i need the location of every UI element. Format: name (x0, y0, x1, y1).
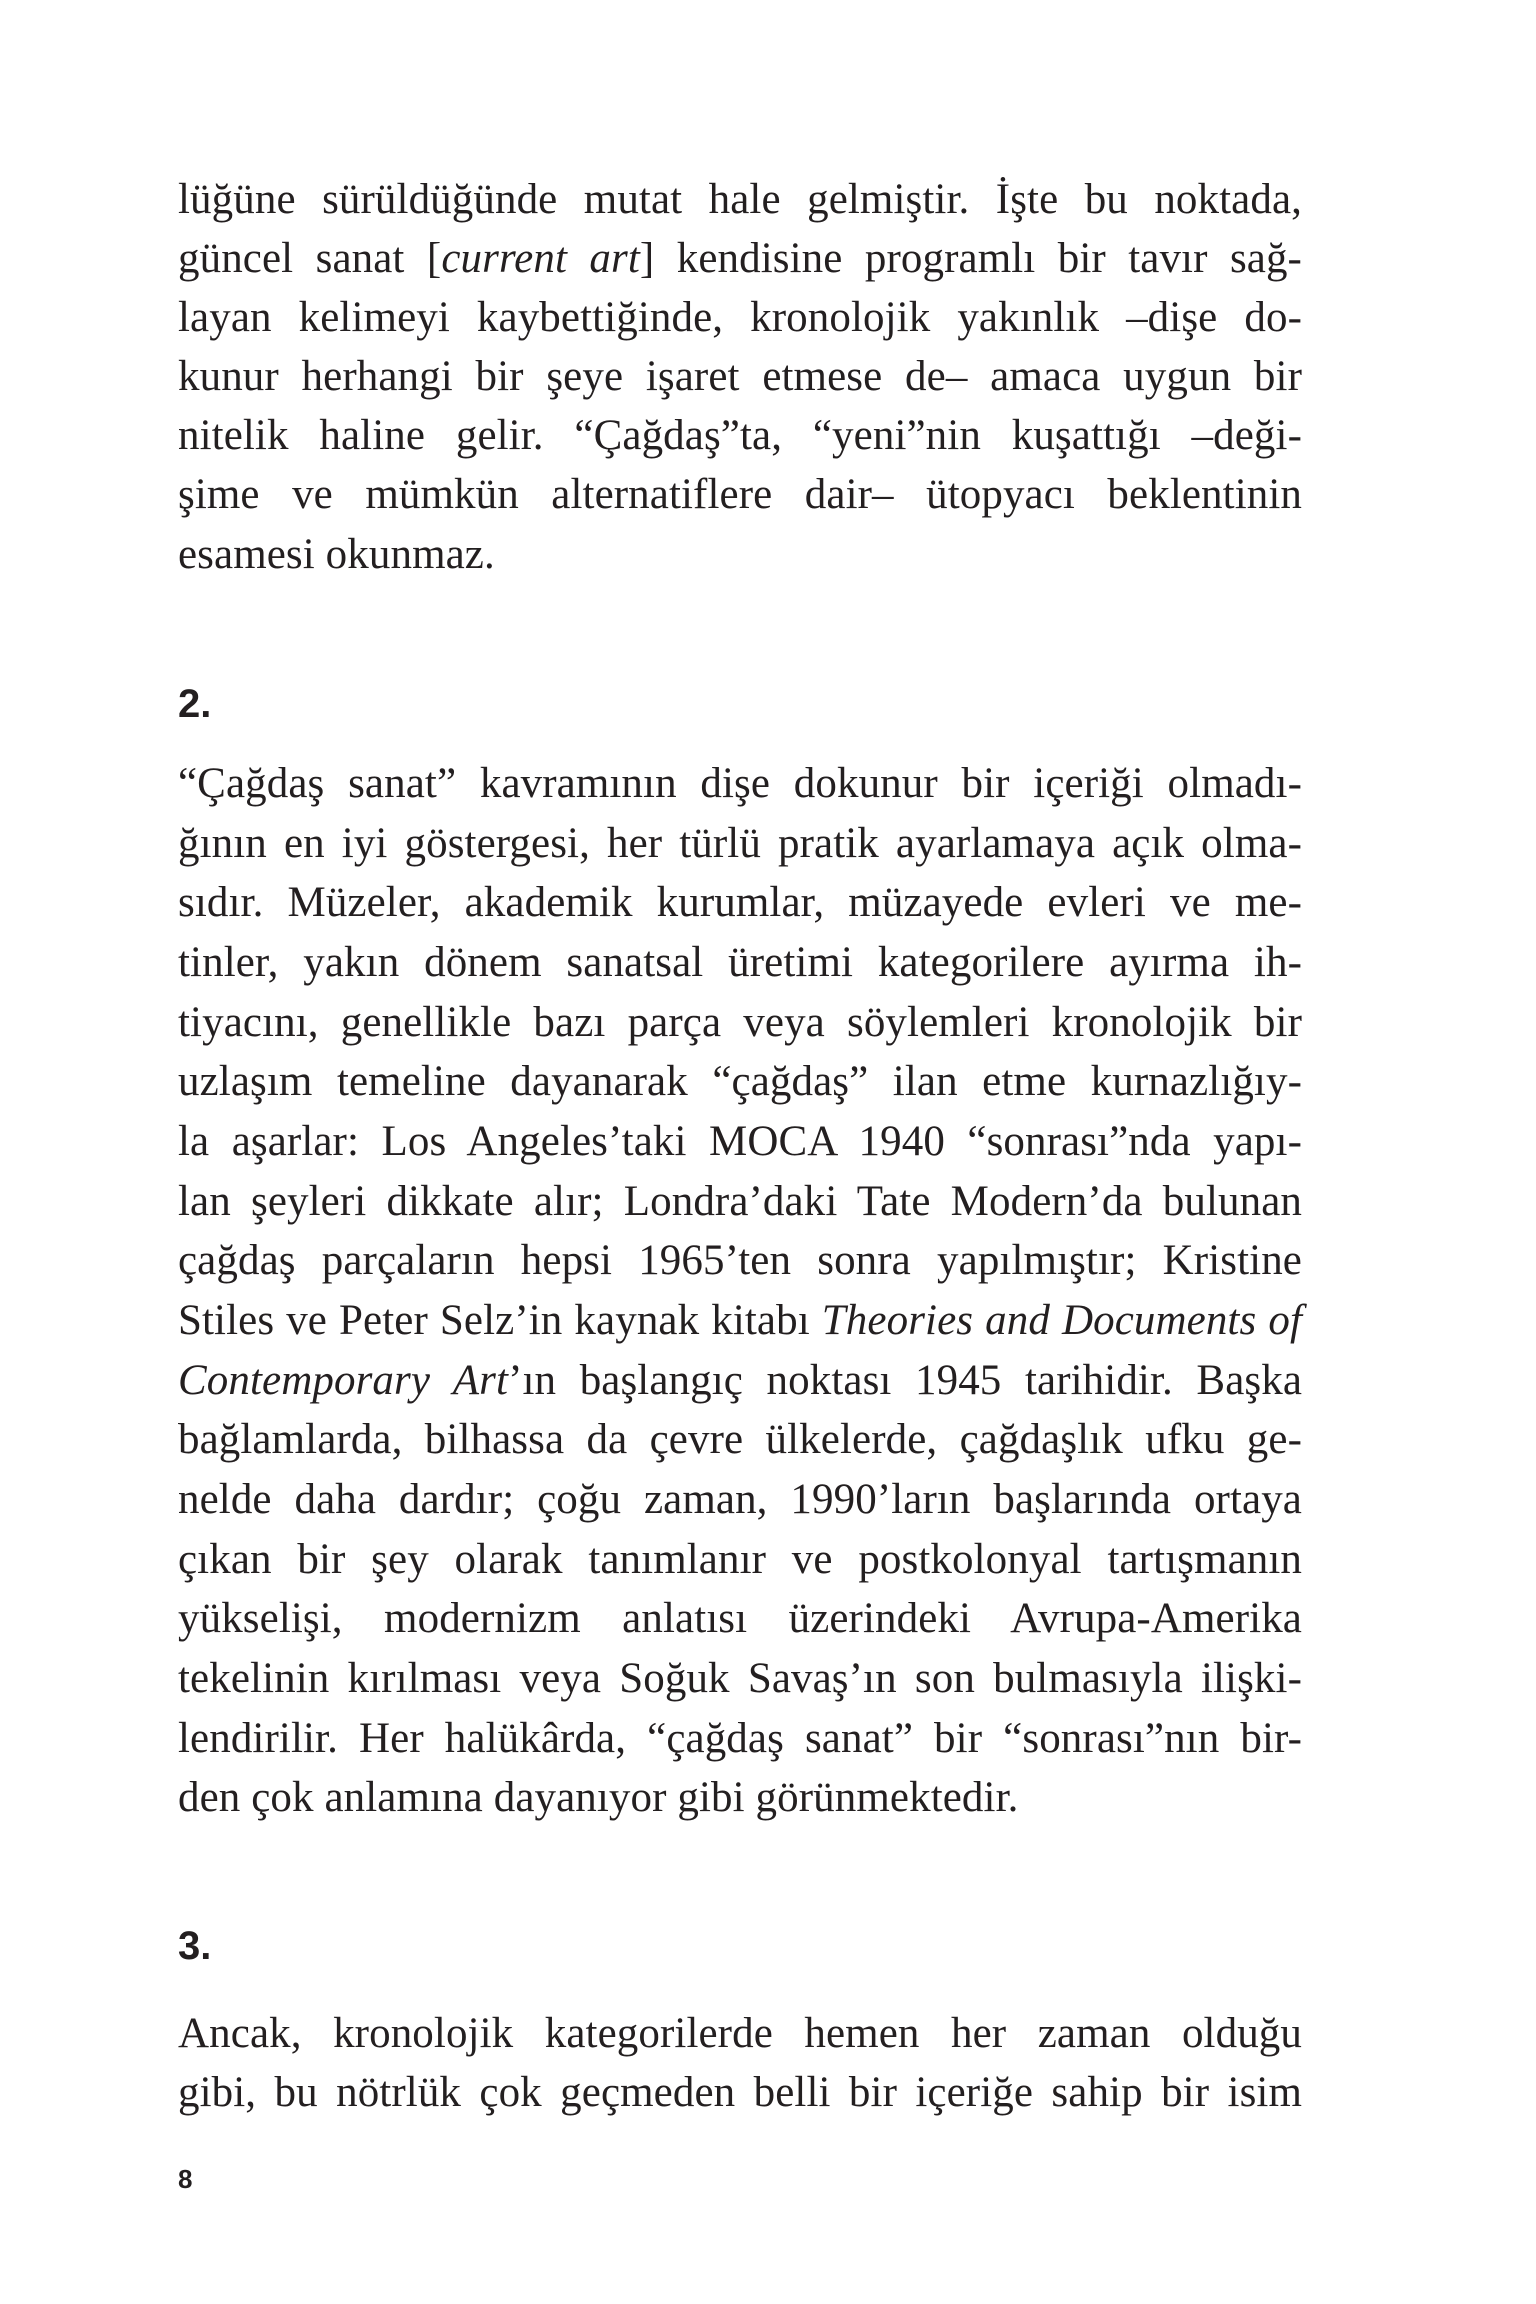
text-line (178, 1299, 1302, 1342)
text-line: ğının en iyi göstergesi, her türlü pratik ayarlamaya açık olma- (178, 820, 1302, 867)
text-line: lüğüne sürüldüğünde mutat hale gelmiştir. İşte bu noktada, (178, 176, 1302, 223)
text-line: lendirilir. Her halükârda, “çağdaş sanat” bir “sonrası”nın bir- (178, 1715, 1302, 1762)
text-fragment: ’ın başlangıç noktası 1945 tarihidir. Başka (508, 1357, 1303, 1404)
text-line: tiyacını, genellikle bazı parça veya söylemleri kronolojik bir (178, 999, 1302, 1046)
italic-book-title: Contemporary Art (178, 1357, 509, 1404)
text-line (178, 237, 1302, 280)
text-line: tinler, yakın dönem sanatsal üretimi kategorilere ayırma ih- (178, 939, 1302, 986)
text-line: tekelinin kırılması veya Soğuk Savaş’ın son bulmasıyla ilişki- (178, 1655, 1302, 1702)
text-line: lan şeyleri dikkate alır; Londra’daki Tate Modern’da bulunan (178, 1178, 1302, 1225)
text-line: bağlamlarda, bilhassa da çevre ülkelerde, çağdaşlık ufku ge- (178, 1416, 1302, 1463)
text-fragment: ] kendisine programlı bir tavır sağ- (639, 235, 1302, 282)
italic-book-title: Theories and Documents of (821, 1297, 1302, 1344)
text-line: gibi, bu nötrlük çok geçmeden belli bir içeriğe sahip bir isim (178, 2069, 1302, 2116)
text-line: nitelik haline gelir. “Çağdaş”ta, “yeni”nin kuşattığı –deği- (178, 412, 1302, 459)
text-line: nelde daha dardır; çoğu zaman, 1990’ların başlarında ortaya (178, 1476, 1302, 1523)
text-line: Ancak, kronolojik kategorilerde hemen her zaman olduğu (178, 2010, 1302, 2057)
text-line: yükselişi, modernizm anlatısı üzerindeki Avrupa-Amerika (178, 1595, 1302, 1642)
text-line: den çok anlamına dayanıyor gibi görünmektedir. (178, 1774, 1019, 1821)
text-line: sıdır. Müzeler, akademik kurumlar, müzayede evleri ve me- (178, 879, 1302, 926)
text-line: la aşarlar: Los Angeles’taki MOCA 1940 “sonrası”nda yapı- (178, 1118, 1302, 1165)
text-fragment: güncel sanat [ (178, 235, 442, 282)
page-number: 8 (178, 2164, 193, 2194)
text-line: layan kelimeyi kaybettiğinde, kronolojik yakınlık –dişe do- (178, 294, 1302, 341)
section-heading-3: 3. (178, 1924, 212, 1968)
text-line: çağdaş parçaların hepsi 1965’ten sonra yapılmıştır; Kristine (178, 1237, 1302, 1284)
text-line: çıkan bir şey olarak tanımlanır ve postkolonyal tartışmanın (178, 1536, 1302, 1583)
text-line: esamesi okunmaz. (178, 531, 495, 578)
section-heading-2: 2. (178, 682, 212, 726)
text-line: “Çağdaş sanat” kavramının dişe dokunur bir içeriği olmadı- (178, 760, 1302, 807)
text-line: kunur herhangi bir şeye işaret etmese de– amaca uygun bir (178, 353, 1302, 400)
text-line (178, 1359, 1302, 1402)
italic-term: current art (441, 235, 640, 282)
text-line: uzlaşım temeline dayanarak “çağdaş” ilan etme kurnazlığıy- (178, 1058, 1302, 1105)
text-fragment: Stiles ve Peter Selz’in kaynak kitabı (178, 1297, 822, 1344)
text-line: şime ve mümkün alternatiflere dair– ütopyacı beklentinin (178, 471, 1302, 518)
